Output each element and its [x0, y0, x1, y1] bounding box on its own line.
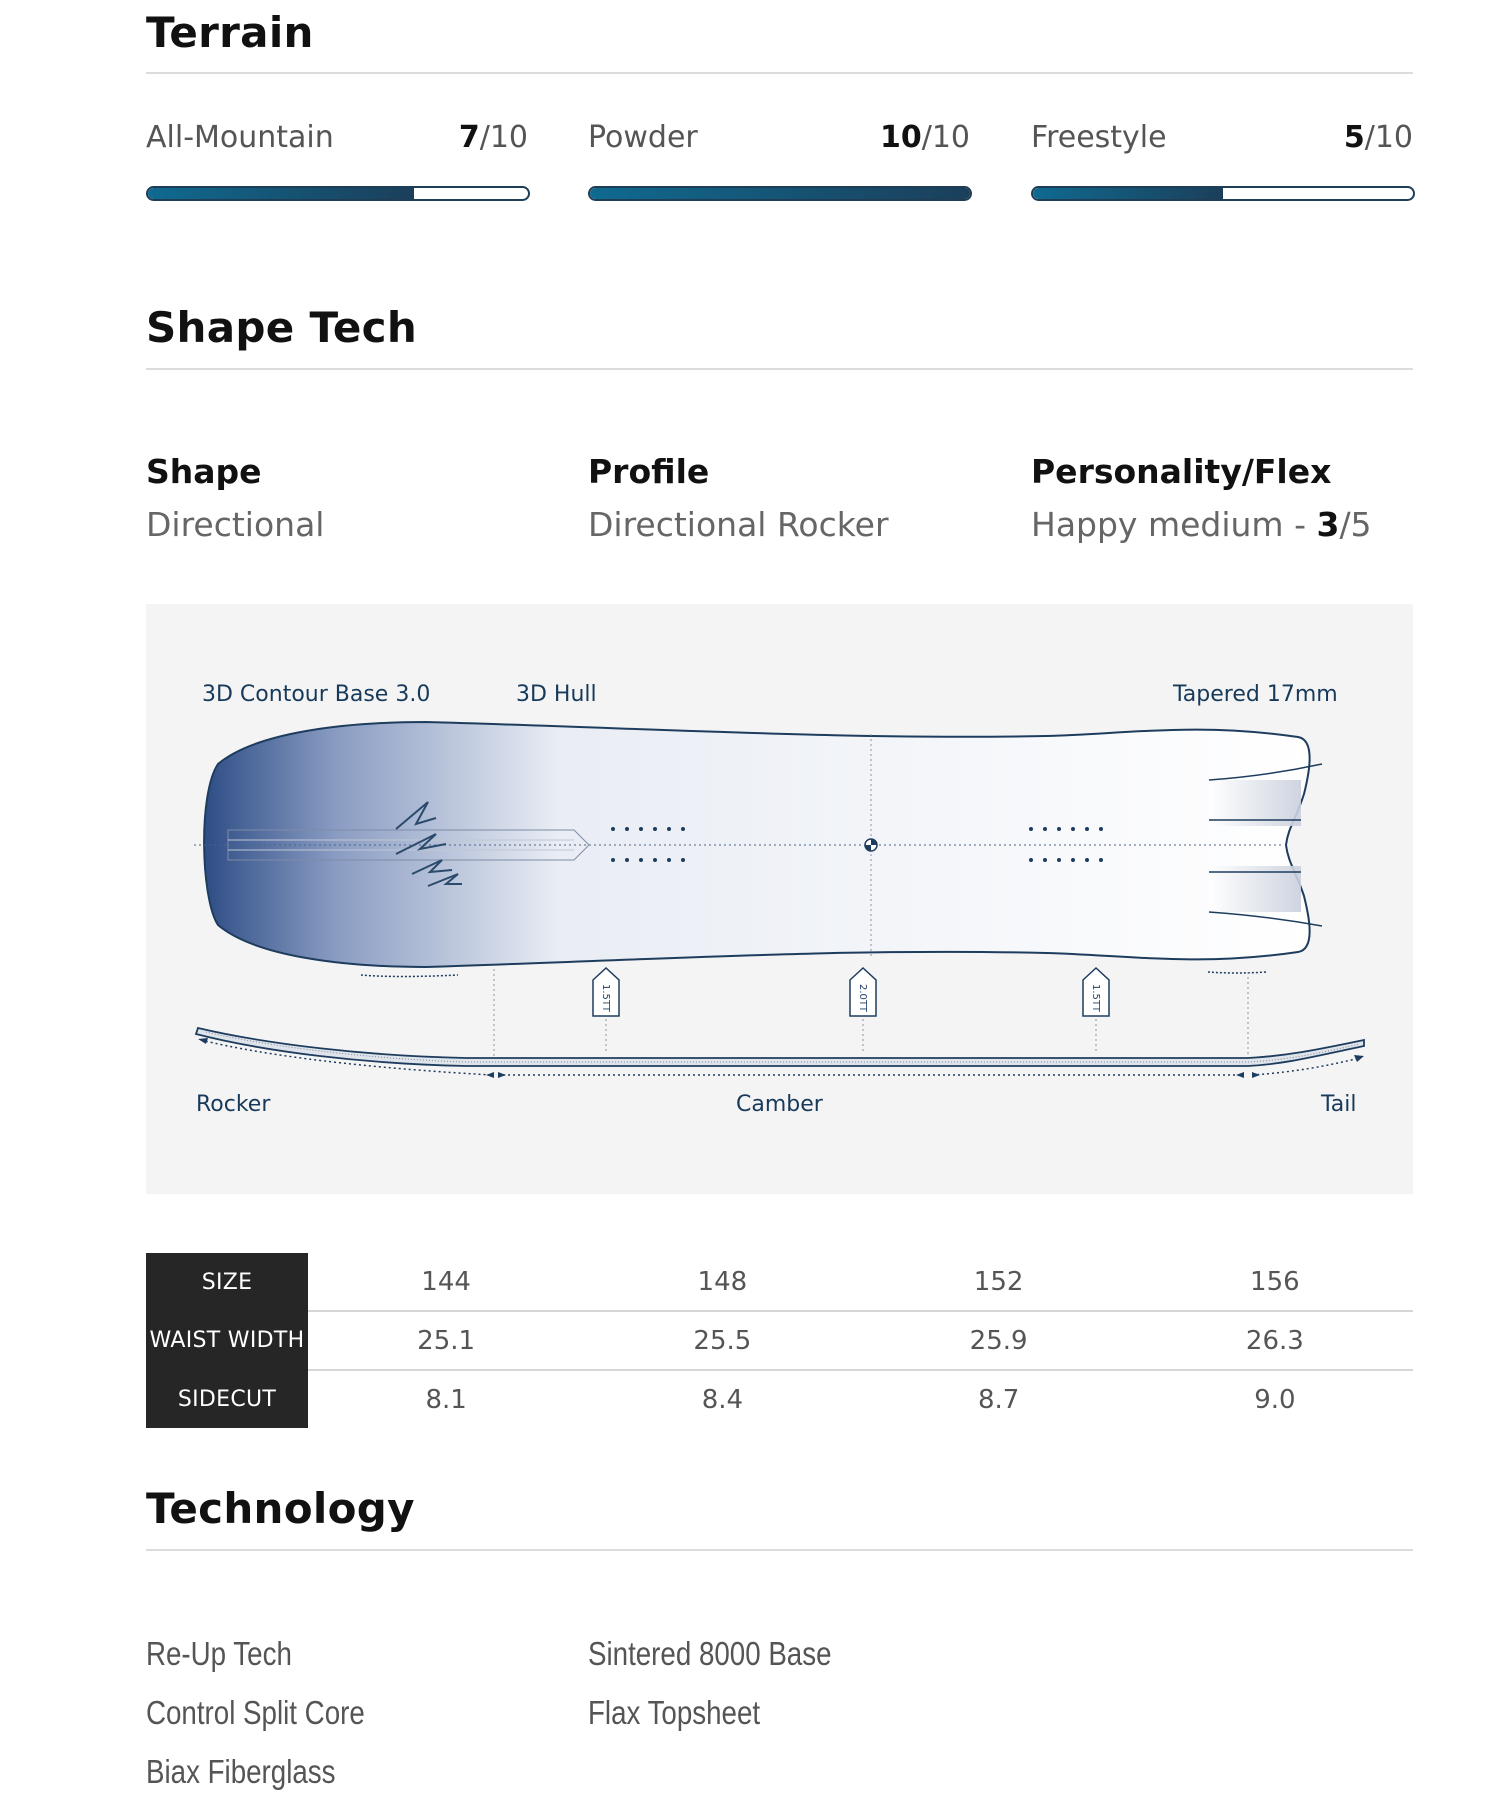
- shape-value: Directional: [146, 505, 325, 544]
- rocker-label: Rocker: [196, 1092, 271, 1117]
- terrain-label: Powder: [588, 120, 698, 155]
- terrain-heading: Terrain: [146, 8, 314, 57]
- tech-item: Biax Fiberglass: [146, 1753, 336, 1790]
- terrain-bar: [1031, 186, 1415, 201]
- technology-heading: Technology: [146, 1484, 415, 1533]
- terrain-score: 10/10: [879, 120, 970, 155]
- contour-base-label: 3D Contour Base 3.0: [202, 682, 431, 707]
- board-side-profile: [196, 1028, 1364, 1066]
- tag-text: 1.5TT: [1090, 984, 1101, 1012]
- shape-column: [146, 452, 566, 544]
- camber-label: Camber: [736, 1092, 823, 1117]
- personality-column: [1031, 452, 1413, 544]
- table-cell: 26.3: [1137, 1311, 1413, 1370]
- table-row: [146, 1370, 1413, 1428]
- contour-arc-bottom: [361, 975, 458, 977]
- terrain-bar-fill: [148, 188, 414, 199]
- table-row: [146, 1253, 1413, 1311]
- tech-item: Control Split Core: [146, 1694, 365, 1731]
- table-cell: 144: [308, 1253, 584, 1311]
- tail-arc-bottom: [1208, 972, 1266, 973]
- tech-item: Sintered 8000 Base: [588, 1635, 832, 1672]
- terrain-bar-fill: [1033, 188, 1223, 199]
- tech-item: Re-Up Tech: [146, 1635, 292, 1672]
- table-cell: 8.7: [977, 1384, 1020, 1415]
- profile-value: Directional Rocker: [588, 505, 889, 544]
- board-illustration: [146, 604, 1413, 1194]
- terrain-divider: [146, 72, 1413, 74]
- shape-title: Shape: [146, 452, 262, 491]
- table-cell: 25.9: [861, 1311, 1137, 1370]
- personality-title: Personality/Flex: [1031, 452, 1332, 491]
- terrain-score: 7/10: [458, 120, 528, 155]
- profile-column: [588, 452, 1008, 544]
- terrain-bar-fill: [590, 188, 970, 199]
- shape-tech-divider: [146, 368, 1413, 370]
- table-cell: 25.5: [584, 1311, 860, 1370]
- waist-width-header: WAIST WIDTH: [146, 1311, 308, 1370]
- specs-table: [146, 1253, 1413, 1428]
- table-cell: 156: [1137, 1253, 1413, 1311]
- table-cell: 25.1: [308, 1311, 584, 1370]
- hull-label: 3D Hull: [516, 682, 597, 707]
- table-cell: 8.1: [425, 1384, 467, 1415]
- personality-value: Happy medium - 3/5: [1031, 505, 1372, 544]
- tag-text: 2.0TT: [857, 984, 868, 1012]
- table-cell: 152: [861, 1253, 1137, 1311]
- tail-label: Tail: [1321, 1092, 1357, 1117]
- terrain-bar: [588, 186, 972, 201]
- table-row: [146, 1311, 1413, 1370]
- table-cell: 9.0: [1254, 1384, 1296, 1415]
- sidecut-header: SIDECUT: [146, 1370, 308, 1428]
- terrain-label: All-Mountain: [146, 120, 334, 155]
- terrain-label: Freestyle: [1031, 120, 1167, 155]
- tech-item: Flax Topsheet: [588, 1694, 761, 1731]
- tag-text: 1.5TT: [600, 984, 611, 1012]
- shape-tech-heading: Shape Tech: [146, 303, 418, 352]
- technology-divider: [146, 1549, 1413, 1551]
- terrain-score: 5/10: [1343, 120, 1413, 155]
- tapered-label: Tapered 17mm: [1173, 682, 1338, 707]
- board-diagram: [146, 604, 1413, 1194]
- profile-title: Profile: [588, 452, 710, 491]
- terrain-bar: [146, 186, 530, 201]
- table-cell: 8.4: [701, 1384, 744, 1415]
- table-cell: 148: [584, 1253, 860, 1311]
- size-header: SIZE: [146, 1253, 308, 1311]
